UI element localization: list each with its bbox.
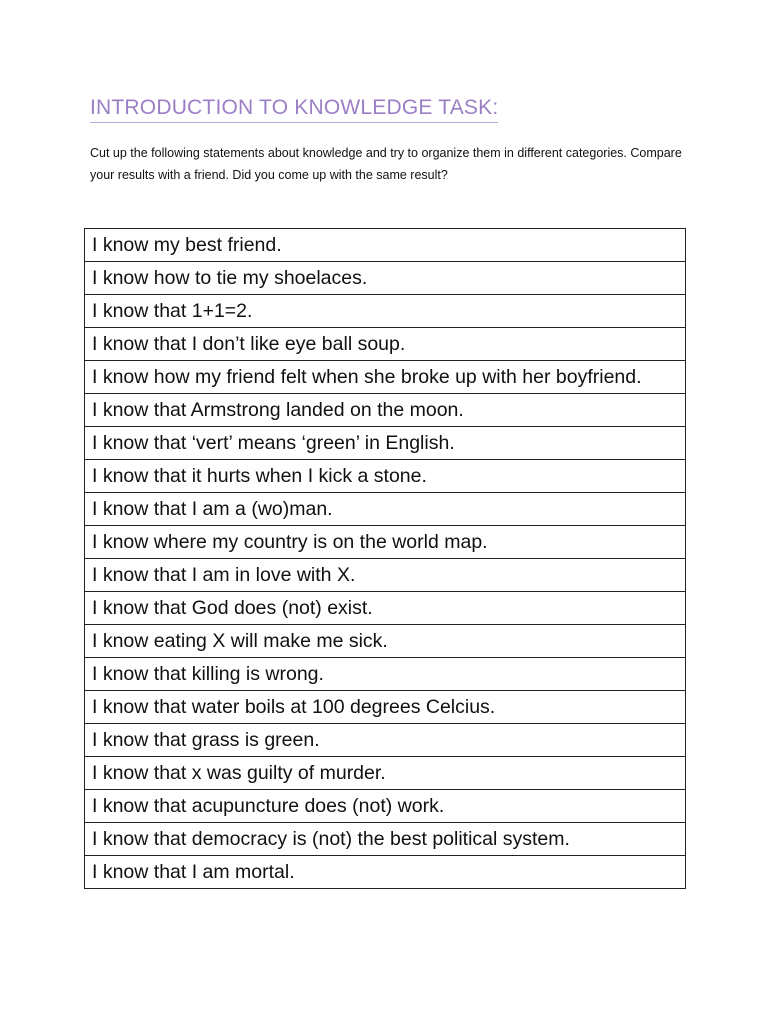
statement-cell: I know that ‘vert’ means ‘green’ in English. (85, 427, 686, 460)
table-row (85, 229, 686, 262)
table-row (85, 394, 686, 427)
table-row (85, 625, 686, 658)
table-row (85, 493, 686, 526)
statement-cell: I know where my country is on the world map. (85, 526, 686, 559)
table-row (85, 526, 686, 559)
statement-cell: I know that I am mortal. (85, 856, 686, 889)
statement-cell: I know my best friend. (85, 229, 686, 262)
statement-cell: I know that I am in love with X. (85, 559, 686, 592)
table-row (85, 658, 686, 691)
table-row (85, 724, 686, 757)
statement-cell: I know that grass is green. (85, 724, 686, 757)
statement-cell: I know how my friend felt when she broke up with her boyfriend. (85, 361, 686, 394)
intro-paragraph: Cut up the following statements about knowledge and try to organize them in different categories. Compare your results with a friend. Did you come up with the same result? (90, 146, 682, 182)
table-row (85, 460, 686, 493)
statement-cell: I know that water boils at 100 degrees Celcius. (85, 691, 686, 724)
statement-cell: I know that I am a (wo)man. (85, 493, 686, 526)
statement-cell: I know that Armstrong landed on the moon. (85, 394, 686, 427)
statements-table (84, 228, 686, 889)
table-row (85, 361, 686, 394)
table-row (85, 757, 686, 790)
statement-cell: I know that I don’t like eye ball soup. (85, 328, 686, 361)
table-row (85, 328, 686, 361)
table-row (85, 592, 686, 625)
statement-cell: I know eating X will make me sick. (85, 625, 686, 658)
table-row (85, 295, 686, 328)
table-row (85, 691, 686, 724)
statement-cell: I know how to tie my shoelaces. (85, 262, 686, 295)
table-row (85, 790, 686, 823)
statement-cell: I know that x was guilty of murder. (85, 757, 686, 790)
statement-cell: I know that democracy is (not) the best political system. (85, 823, 686, 856)
table-row (85, 559, 686, 592)
table-row (85, 823, 686, 856)
page-title: INTRODUCTION TO KNOWLEDGE TASK: (90, 96, 498, 123)
statement-cell: I know that God does (not) exist. (85, 592, 686, 625)
statement-cell: I know that acupuncture does (not) work. (85, 790, 686, 823)
statement-cell: I know that it hurts when I kick a stone. (85, 460, 686, 493)
statement-cell: I know that killing is wrong. (85, 658, 686, 691)
table-row (85, 427, 686, 460)
statement-cell: I know that 1+1=2. (85, 295, 686, 328)
table-row (85, 856, 686, 889)
table-row (85, 262, 686, 295)
